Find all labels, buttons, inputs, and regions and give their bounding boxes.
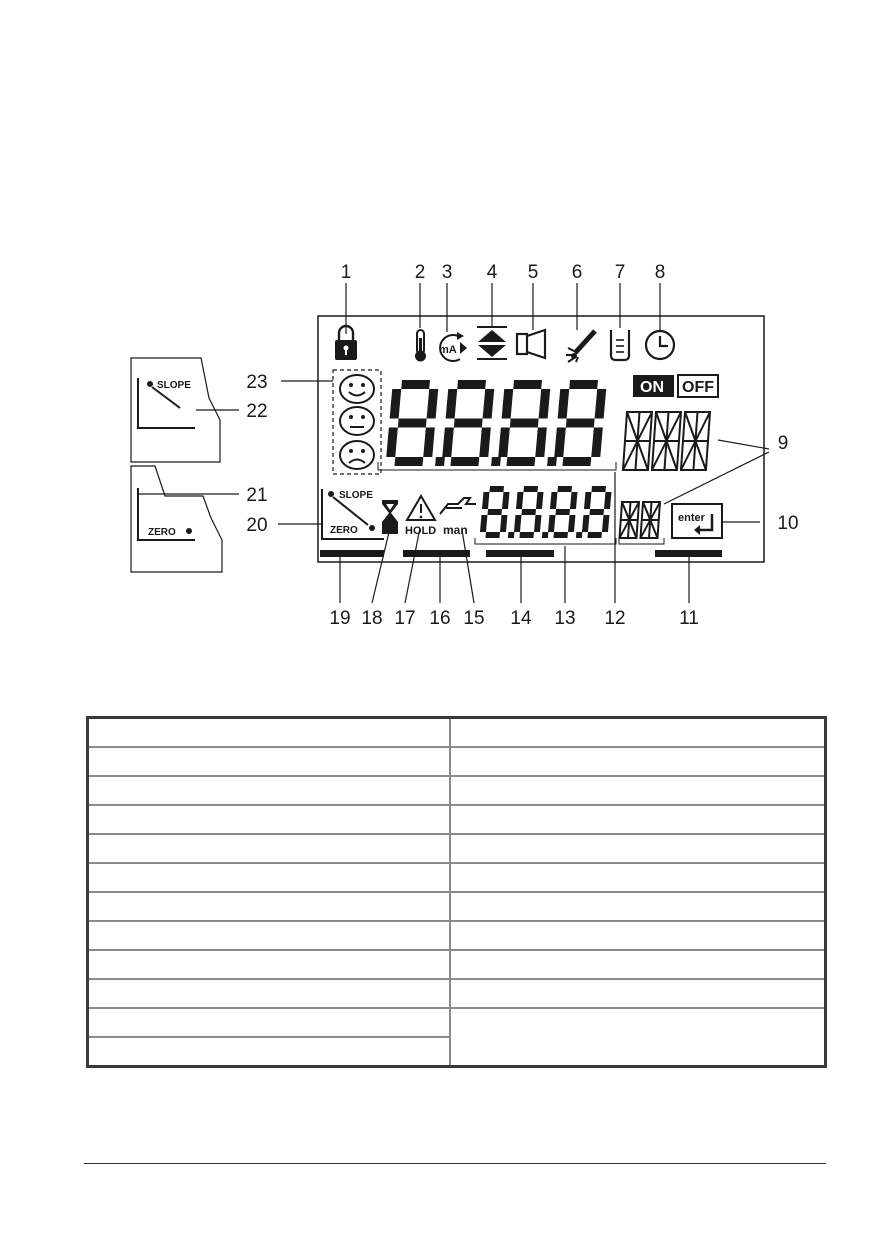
callout-19: 19 [329, 608, 351, 629]
unit-field-lower [619, 502, 660, 538]
seven-segment-digit [513, 486, 552, 538]
table-cell-right [450, 979, 826, 1008]
table-cell-left [88, 805, 451, 834]
table-cell-left [88, 747, 451, 776]
table-cell-right [450, 863, 826, 892]
inset-slope-label: SLOPE [157, 380, 191, 391]
hold-label: HOLD [405, 525, 437, 537]
main-display-digits [385, 380, 607, 466]
callout-1: 1 [340, 262, 352, 283]
slope-label: SLOPE [339, 490, 373, 501]
table-row [88, 863, 826, 892]
table-cell-right [450, 892, 826, 921]
table-cell-right [450, 718, 826, 748]
callout-numbers [246, 262, 798, 629]
softkey-bar-16 [403, 550, 470, 557]
callout-22: 22 [246, 401, 268, 422]
table-row [88, 950, 826, 979]
callout-9: 9 [777, 433, 789, 454]
fourteen-segment-char [640, 502, 660, 538]
seven-segment-digit [441, 380, 507, 466]
table-cell-left [88, 834, 451, 863]
table-cell-left [88, 776, 451, 805]
callout-3: 3 [441, 262, 453, 283]
callout-16: 16 [429, 608, 451, 629]
callout-2: 2 [414, 262, 426, 283]
softkey-bar-19 [320, 550, 384, 557]
zero-label: ZERO [330, 525, 358, 536]
warning-icon [407, 496, 435, 520]
smiley-happy-icon [340, 375, 374, 403]
smiley-neutral-icon [340, 407, 374, 435]
fourteen-segment-char [681, 412, 710, 470]
up-down-arrows-icon [477, 327, 507, 359]
man-label: man [443, 523, 468, 537]
callout-14: 14 [510, 608, 532, 629]
callout-8: 8 [654, 262, 666, 283]
callout-4: 4 [486, 262, 498, 283]
table-cell-left [88, 1008, 451, 1037]
table-cell-left [88, 950, 451, 979]
on-indicator [633, 375, 674, 397]
unit-field-upper [623, 412, 710, 470]
seven-segment-digit [547, 486, 586, 538]
callout-20: 20 [246, 515, 268, 536]
table-cell-right [450, 1008, 826, 1067]
table-cell-left [88, 863, 451, 892]
enter-label: enter [678, 512, 705, 524]
table-row [88, 776, 826, 805]
seven-segment-digit [553, 380, 607, 466]
table-cell-right [450, 834, 826, 863]
table-row [88, 718, 826, 748]
inset-zero-label: ZERO [148, 527, 176, 538]
table-cell-right [450, 805, 826, 834]
seven-segment-digit [479, 486, 518, 538]
callout-15: 15 [463, 608, 485, 629]
table-row [88, 892, 826, 921]
smiley-sad-icon [340, 441, 374, 469]
off-indicator [678, 375, 718, 397]
softkey-bar-11 [655, 550, 722, 557]
thermometer-icon [415, 330, 426, 362]
callout-17: 17 [394, 608, 416, 629]
off-label: OFF [682, 379, 714, 396]
hand-icon [440, 498, 476, 514]
fourteen-segment-char [619, 502, 639, 538]
table-cell-right [450, 776, 826, 805]
ma-output-icon [439, 332, 467, 361]
table-cell-left [88, 892, 451, 921]
table-cell-right [450, 921, 826, 950]
callout-5: 5 [527, 262, 539, 283]
softkey-bar-14 [486, 550, 554, 557]
legend-table [86, 716, 827, 1068]
table-row [88, 834, 826, 863]
table-cell-left [88, 921, 451, 950]
table-cell-right [450, 747, 826, 776]
table-cell-left [88, 979, 451, 1008]
callout-6: 6 [571, 262, 583, 283]
callout-23: 23 [246, 372, 268, 393]
callout-13: 13 [554, 608, 576, 629]
seven-segment-digit [581, 486, 612, 538]
fourteen-segment-char [623, 412, 652, 470]
table-cell-right [450, 950, 826, 979]
table-row [88, 747, 826, 776]
table-row [88, 921, 826, 950]
seven-segment-digit [385, 380, 451, 466]
ma-label: mA [439, 344, 457, 356]
sensor-electrode-icon [566, 331, 595, 362]
table-row [88, 805, 826, 834]
callout-18: 18 [361, 608, 383, 629]
inset-zero-panel [131, 466, 222, 572]
table-row [88, 979, 826, 1008]
callout-12: 12 [604, 608, 626, 629]
callout-10: 10 [777, 513, 799, 534]
table-row [88, 1008, 826, 1037]
on-label: ON [640, 379, 664, 396]
beaker-icon [611, 330, 629, 360]
slope-zero-indicator [322, 489, 384, 539]
table-cell-left [88, 1037, 451, 1067]
callout-21: 21 [246, 485, 268, 506]
callout-7: 7 [614, 262, 626, 283]
speaker-icon [517, 330, 545, 358]
footer-rule [84, 1163, 826, 1164]
secondary-display-digits [479, 486, 612, 538]
enter-key-icon [672, 504, 722, 538]
fourteen-segment-char [652, 412, 681, 470]
table-cell-left [88, 718, 451, 748]
callout-11: 11 [679, 608, 699, 629]
seven-segment-digit [497, 380, 563, 466]
clock-icon [646, 331, 674, 359]
